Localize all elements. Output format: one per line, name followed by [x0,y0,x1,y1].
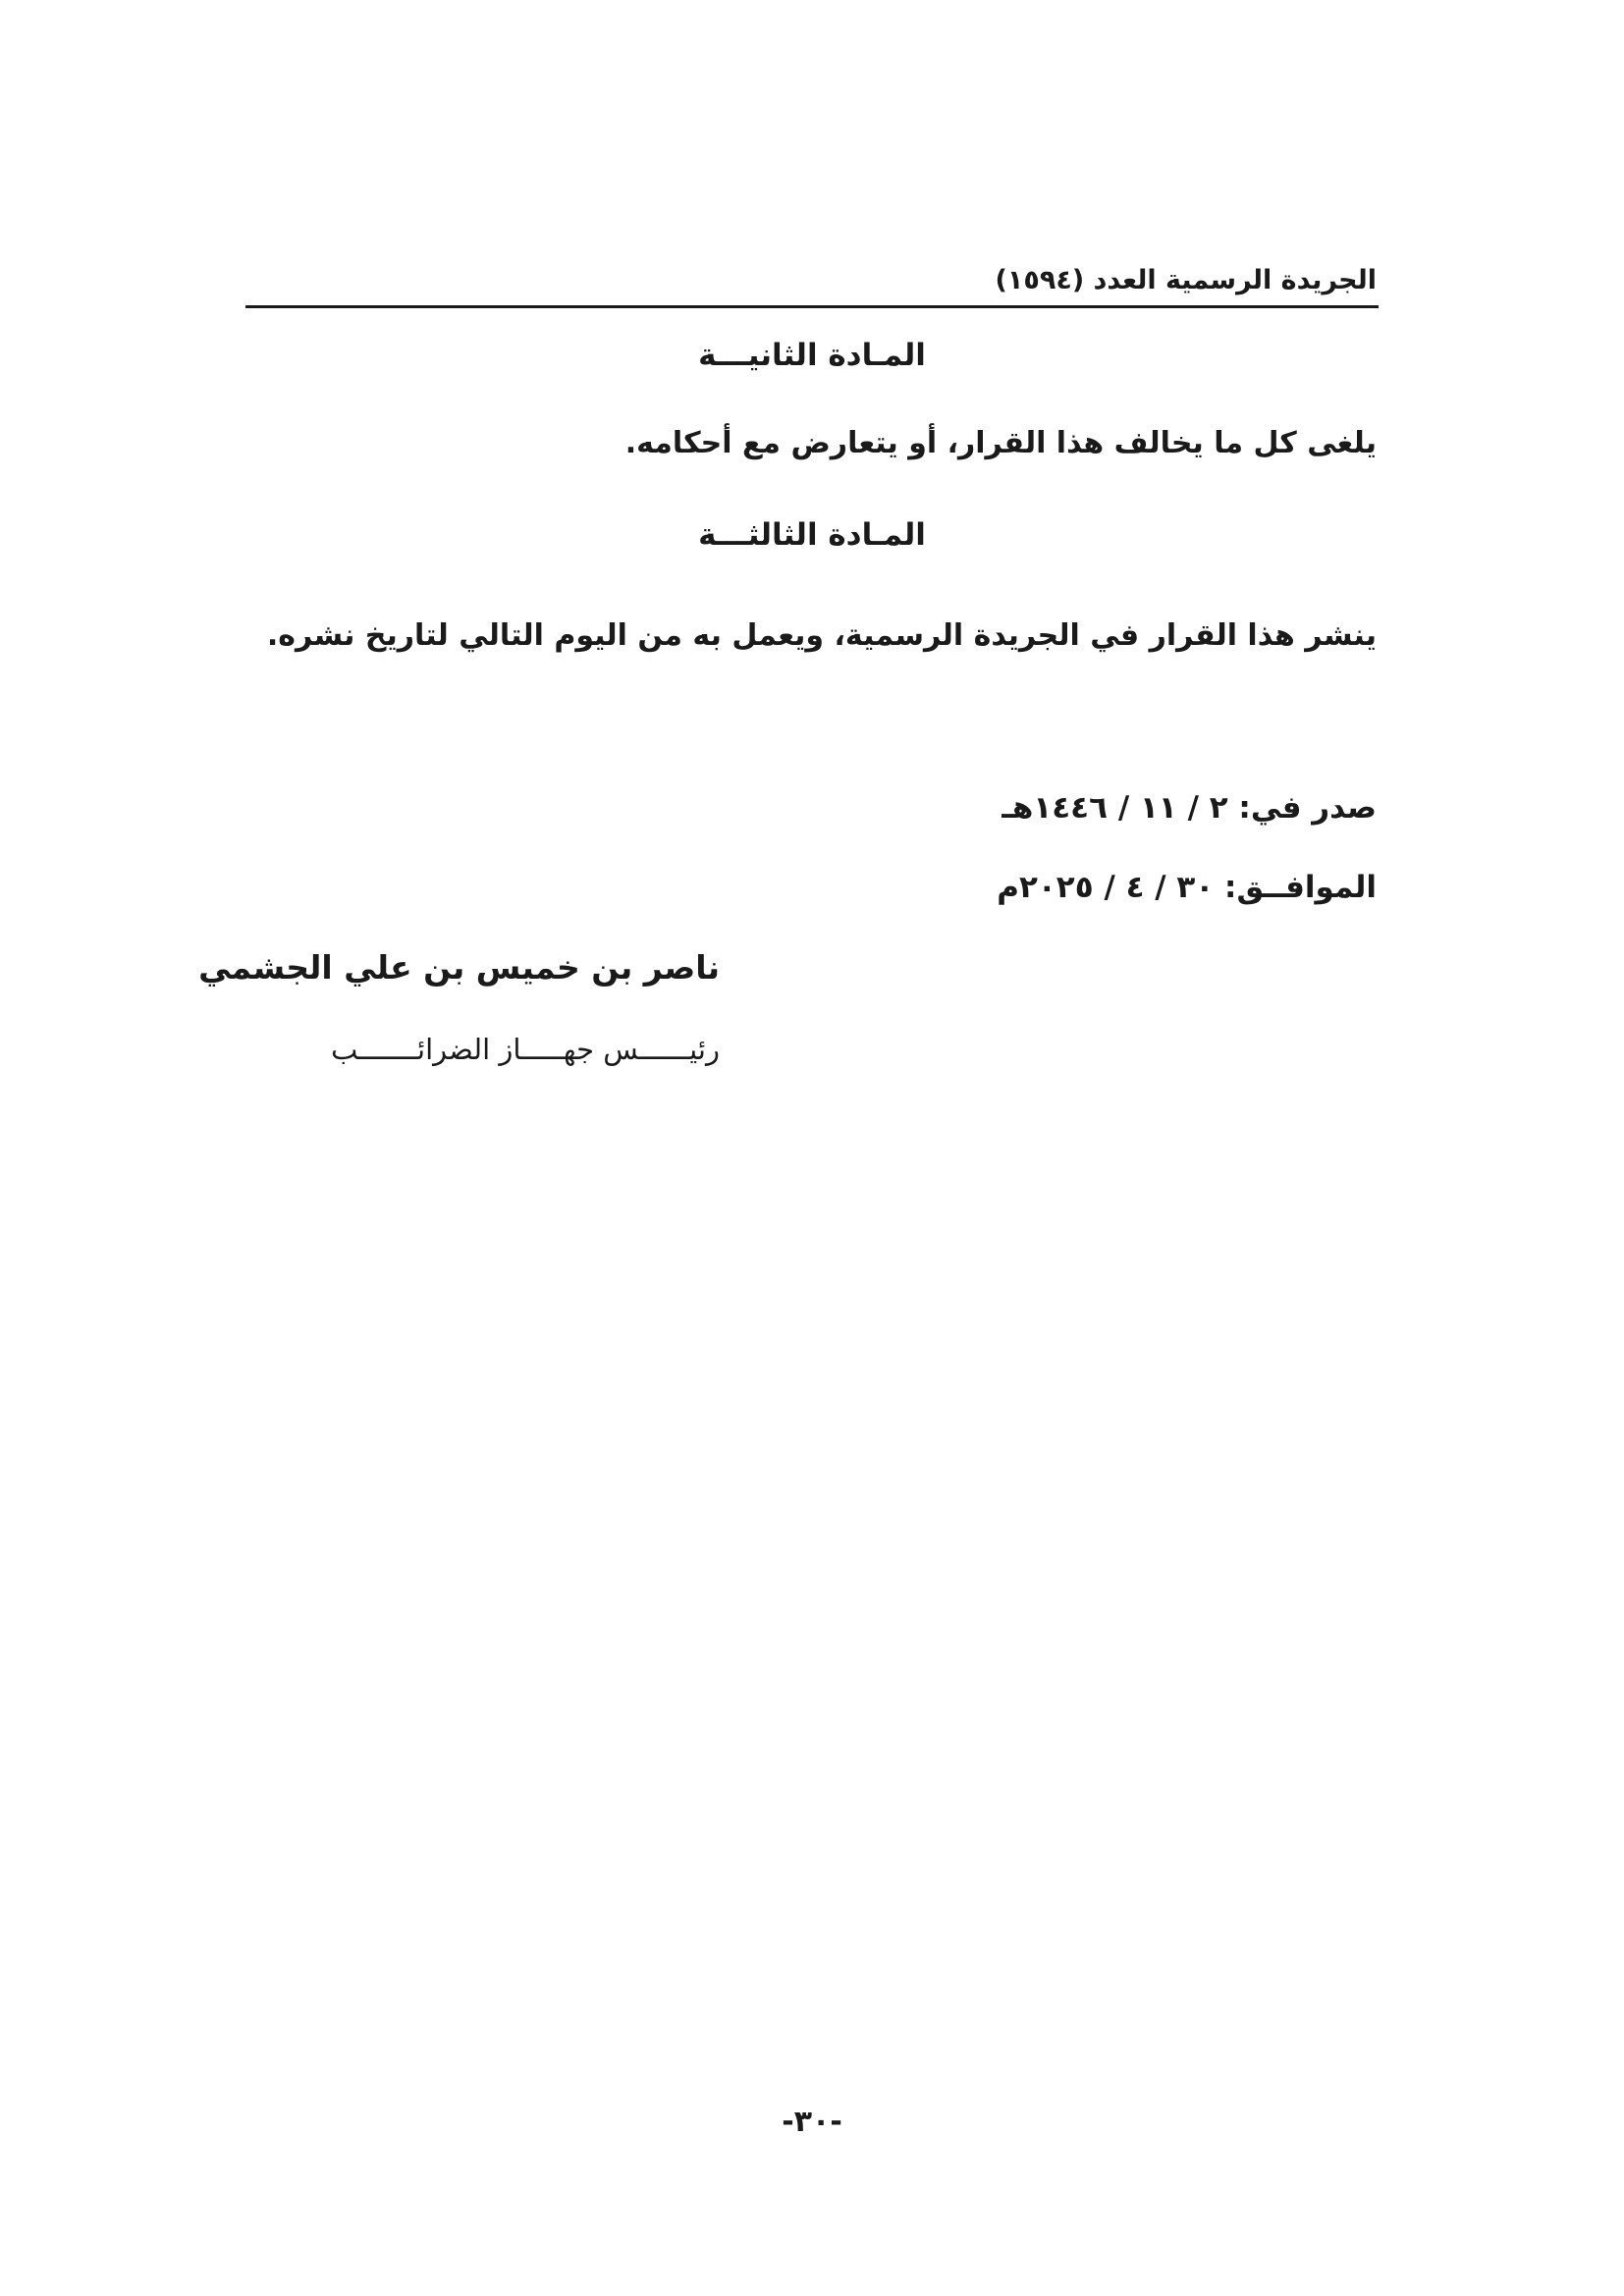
issued-date: صدر في: ٢ / ١١ / ١٤٤٦هـ [1001,790,1377,826]
signer-name: ناصر بن خميس بن علي الجشمي [198,948,720,987]
header-divider [245,305,1379,308]
corresponding-date: الموافــق: ٣٠ / ٤ / ٢٠٢٥م [997,870,1377,905]
article-2-title: المـادة الثانيـــة [698,338,926,373]
article-3-text: ينشر هذا القرار في الجريدة الرسمية، ويعمل به من اليوم التالي لتاريخ نشره. [266,618,1377,653]
signer-title: رئيــــــس جهـــــاز الضرائـــــــب [331,1033,720,1066]
article-3-title: المـادة الثالثـــة [698,517,926,553]
article-2-text: يلغى كل ما يخالف هذا القرار، أو يتعارض مع أحكامه. [624,426,1377,460]
page-number: -٣٠- [782,2105,842,2139]
gazette-header: الجريدة الرسمية العدد (١٥٩٤) [995,265,1377,295]
